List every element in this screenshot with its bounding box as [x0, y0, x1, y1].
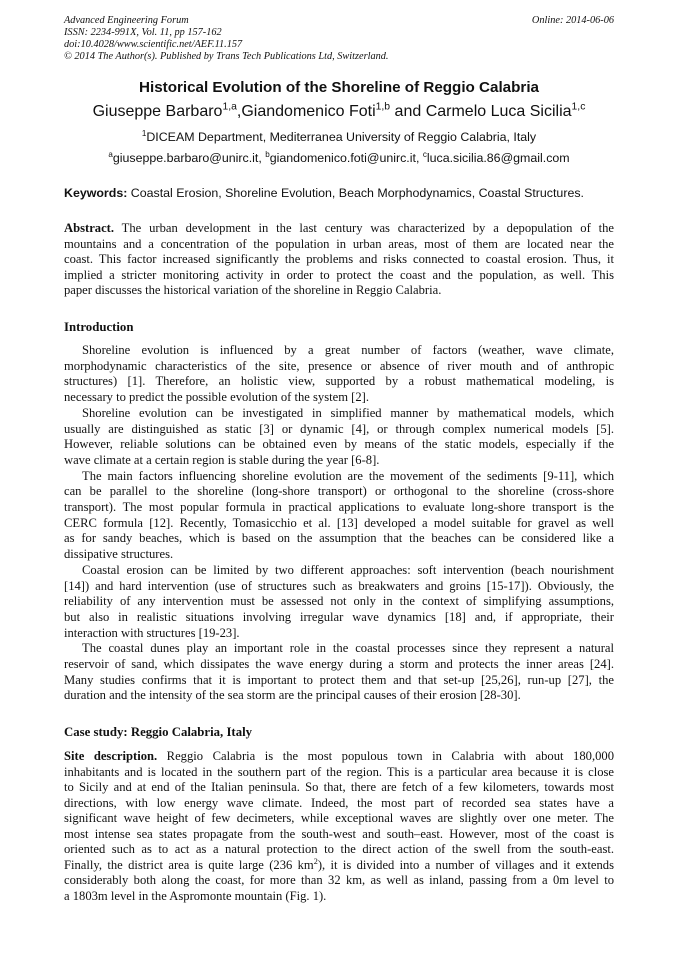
text-line — [64, 406, 614, 422]
line-text: reservoir of sand, which dissipates the wave energy during a storm and protects the inner areas [24]. — [64, 657, 614, 672]
author-sup: 1,a — [222, 101, 237, 113]
text-line — [64, 453, 614, 469]
text-line — [64, 469, 614, 485]
line-text: implied a stricter monitoring activity in order to protect the coast and the population, as well. This — [64, 267, 614, 282]
line-text: as for sandy beaches, which is based on the assumption that the beaches can be considered like a — [64, 531, 614, 546]
line-text: interaction with structures [19-23]. — [64, 625, 240, 640]
author-name: Giuseppe Barbaro — [92, 103, 223, 120]
keywords-label: Keywords: — [64, 186, 128, 200]
line-text: a 1803m level in the Aspromonte mountain (Fig. 1). — [64, 888, 327, 903]
text-line — [64, 531, 614, 547]
email-sup: c — [422, 149, 427, 159]
email-link[interactable]: giuseppe.barbaro@unirc.it, — [112, 151, 266, 165]
text-line — [64, 268, 614, 284]
line-text: structures) [1]. Therefore, an holistic view, supported by a robust mathematical modeling, is — [64, 374, 614, 389]
text-line — [64, 579, 614, 595]
email-link[interactable]: luca.sicilia.86@gmail.com — [426, 151, 570, 165]
paragraph — [64, 343, 614, 406]
doi: doi:10.4028/www.scientific.net/AEF.11.157 — [64, 39, 243, 50]
keywords-text: Coastal Erosion, Shoreline Evolution, Beach Morphodynamics, Coastal Structures. — [127, 186, 584, 200]
copyright: © 2014 The Author(s). Published by Trans Tech Publications Ltd, Switzerland. — [64, 51, 389, 62]
line-text: significant wave height of few decimeters, while exceptional waves are slightly over one meter. The — [64, 811, 614, 826]
site-description-body — [64, 873, 614, 904]
text-line — [64, 500, 614, 516]
text-line — [64, 437, 614, 453]
abstract-body — [64, 237, 614, 299]
line-text: necessary to predict the possible evolution of the system [2]. — [64, 390, 369, 405]
email-sup: a — [108, 149, 113, 159]
text-line — [64, 547, 614, 563]
line-text: to Sicily and at end of the Italian peninsula. So that, there are fetch of a few kilometers, towards most — [64, 780, 614, 795]
affiliation — [0, 130, 678, 144]
abstract-text: The urban development in the last century was characterized by a depopulation of the — [114, 221, 614, 235]
author-name: Carmelo Luca Sicilia — [425, 103, 572, 120]
online-date: Online: 2014-06-06 — [531, 15, 614, 26]
line-text: However, reliable solutions can be obtained even by means of the static models, especially if the — [64, 437, 614, 452]
site-description-line — [64, 749, 614, 765]
journal-header — [64, 15, 388, 63]
line-text: Shoreline evolution can be investigated in simplified manner by mathematical models, which — [82, 405, 614, 420]
site-description-body — [64, 765, 614, 858]
line-text: transport). The most popular formula in practical applications to evaluate long-shore transport is the — [64, 500, 614, 515]
text-line — [64, 422, 614, 438]
author-sup: 1,c — [571, 101, 586, 113]
text-line — [64, 374, 614, 390]
text-line — [64, 484, 614, 500]
line-text: paper discusses the historical variation of the shoreline in Reggio Calabria. — [64, 283, 442, 297]
paragraph — [64, 563, 614, 642]
author-sup: 1,b — [375, 101, 391, 113]
text-line — [64, 780, 614, 796]
line-text: inhabitants and is located in the southern part of the region. This is a particular area because it is close — [64, 764, 614, 779]
text-line — [64, 873, 614, 889]
line-text: mountains and a concentration of the population in urban areas, most of them are located near the — [64, 236, 614, 251]
line-text: reliability of any intervention must be assessed not only in the context of simplifying assumptions, — [64, 594, 614, 609]
paragraph — [64, 406, 614, 469]
line-text: but also in realistic situations involving irregular wave dynamics [18] and, if appropriate, their — [64, 609, 614, 624]
section-heading-case-study: Case study: Reggio Calabria, Italy — [64, 725, 253, 739]
line-text: [14]) and hard intervention (use of structures such as breakwaters and groins [15-17]). Obviously, the — [64, 578, 614, 593]
section-heading-introduction: Introduction — [64, 320, 134, 334]
site-description-text: Reggio Calabria is the most populous town in Calabria with about 180,000 — [157, 749, 614, 763]
site-description-line — [64, 858, 614, 874]
text-line — [64, 343, 614, 359]
text-line — [64, 811, 614, 827]
line-text: Shoreline evolution is influenced by a great number of factors (weather, wave climate, — [82, 343, 614, 357]
case-study-body — [64, 749, 614, 904]
line-text: usually are distinguished as static [3] or dynamic [4], or through complex numerical models [5]. — [64, 421, 614, 436]
keywords — [64, 186, 584, 200]
line-text: Coastal erosion can be limited by two different approaches: soft intervention (beach nourishment — [82, 562, 614, 577]
text-line — [64, 516, 614, 532]
text-line — [64, 688, 614, 704]
text-line — [64, 889, 614, 905]
introduction-body — [64, 343, 614, 704]
affiliation-sup: 1 — [141, 128, 147, 138]
email-sup: b — [265, 149, 270, 159]
line-text: considerably both along the coast, for more than 32 km, as well as inland, passing from a 0m level to — [64, 873, 614, 888]
emails — [0, 151, 678, 165]
text-line — [64, 673, 614, 689]
text: ), it is divided into a number of villages and it extends — [317, 857, 614, 872]
abstract — [64, 221, 614, 299]
author-name: Giandomenico Foti — [241, 103, 376, 120]
text: Finally, the district area is quite large (236 km — [64, 857, 314, 872]
text-line — [64, 842, 614, 858]
paper-title: Historical Evolution of the Shoreline of Reggio Calabria — [139, 79, 539, 96]
text-line — [64, 594, 614, 610]
line-text: directions, with low energy wave climate. Indeed, the most part of recorded sea states have a — [64, 795, 614, 810]
text-line — [64, 626, 614, 642]
site-description-label: Site description. — [64, 749, 158, 763]
text-line — [64, 563, 614, 579]
line-text: coast. This factor increased significantly the problems and risks connected to coastal erosion. Thus, it — [64, 252, 614, 266]
line-text: CERC formula [12]. Recently, Tomasicchio et al. [13] developed a model suitable for gravel as well — [64, 515, 614, 530]
issn: ISSN: 2234-991X, Vol. 11, pp 157-162 — [64, 27, 222, 38]
text-line — [64, 610, 614, 626]
text-line — [64, 796, 614, 812]
text-line — [64, 252, 614, 268]
text-line — [64, 283, 614, 299]
text-line — [64, 359, 614, 375]
superscript: 2 — [313, 856, 318, 866]
authors: Giuseppe Barbaro$^{1,a}$,Giandomenico Foti$^{1,b}$ and Carmelo Luca Sicilia$^{1,c}$ — [92, 101, 586, 120]
line-text: dissipative structures. — [64, 547, 174, 562]
email-link[interactable]: giandomenico.foti@unirc.it, — [269, 151, 423, 165]
text-line — [64, 657, 614, 673]
text-line — [64, 641, 614, 657]
abstract-line — [64, 221, 614, 237]
line-text: The main factors influencing shoreline evolution are the movement of the sediments [9-11], which — [82, 468, 614, 483]
paragraph — [64, 641, 614, 704]
line-text: duration and the intensity of the sea storm are the principal causes of their erosion [28-30]. — [64, 688, 521, 703]
text-line — [64, 390, 614, 406]
line-text: The coastal dunes play an important role in the coastal processes since they represent a natural — [82, 641, 614, 656]
abstract-label: Abstract. — [64, 221, 115, 235]
line-text: oriented such as to act as a natural protection to the direct action of the swell from the south-east. — [64, 842, 614, 857]
line-text: can be parallel to the shoreline (long-shore transport) or orthogonal to the shoreline (cross-shore — [64, 484, 614, 499]
line-text: most intense sea states propagate from the south-west and south–east. However, most of the coast is — [64, 826, 614, 841]
text-line — [64, 237, 614, 253]
text-line — [64, 765, 614, 781]
affiliation-text: DICEAM Department, Mediterranea University of Reggio Calabria, Italy — [146, 130, 537, 144]
line-text: Many studies confirms that it is important to protect them and that set-up [25,26], run-up [27], the — [64, 672, 614, 687]
line-text: wave climate at a certain region is stable during the year [6-8]. — [64, 452, 380, 467]
journal-name: Advanced Engineering Forum — [64, 15, 189, 26]
text-line — [64, 827, 614, 843]
authors-and: and — [390, 103, 426, 120]
line-text: morphodynamic characteristics of the site, presence or absence of river mouth and of anthropic — [64, 358, 614, 373]
paragraph — [64, 469, 614, 563]
